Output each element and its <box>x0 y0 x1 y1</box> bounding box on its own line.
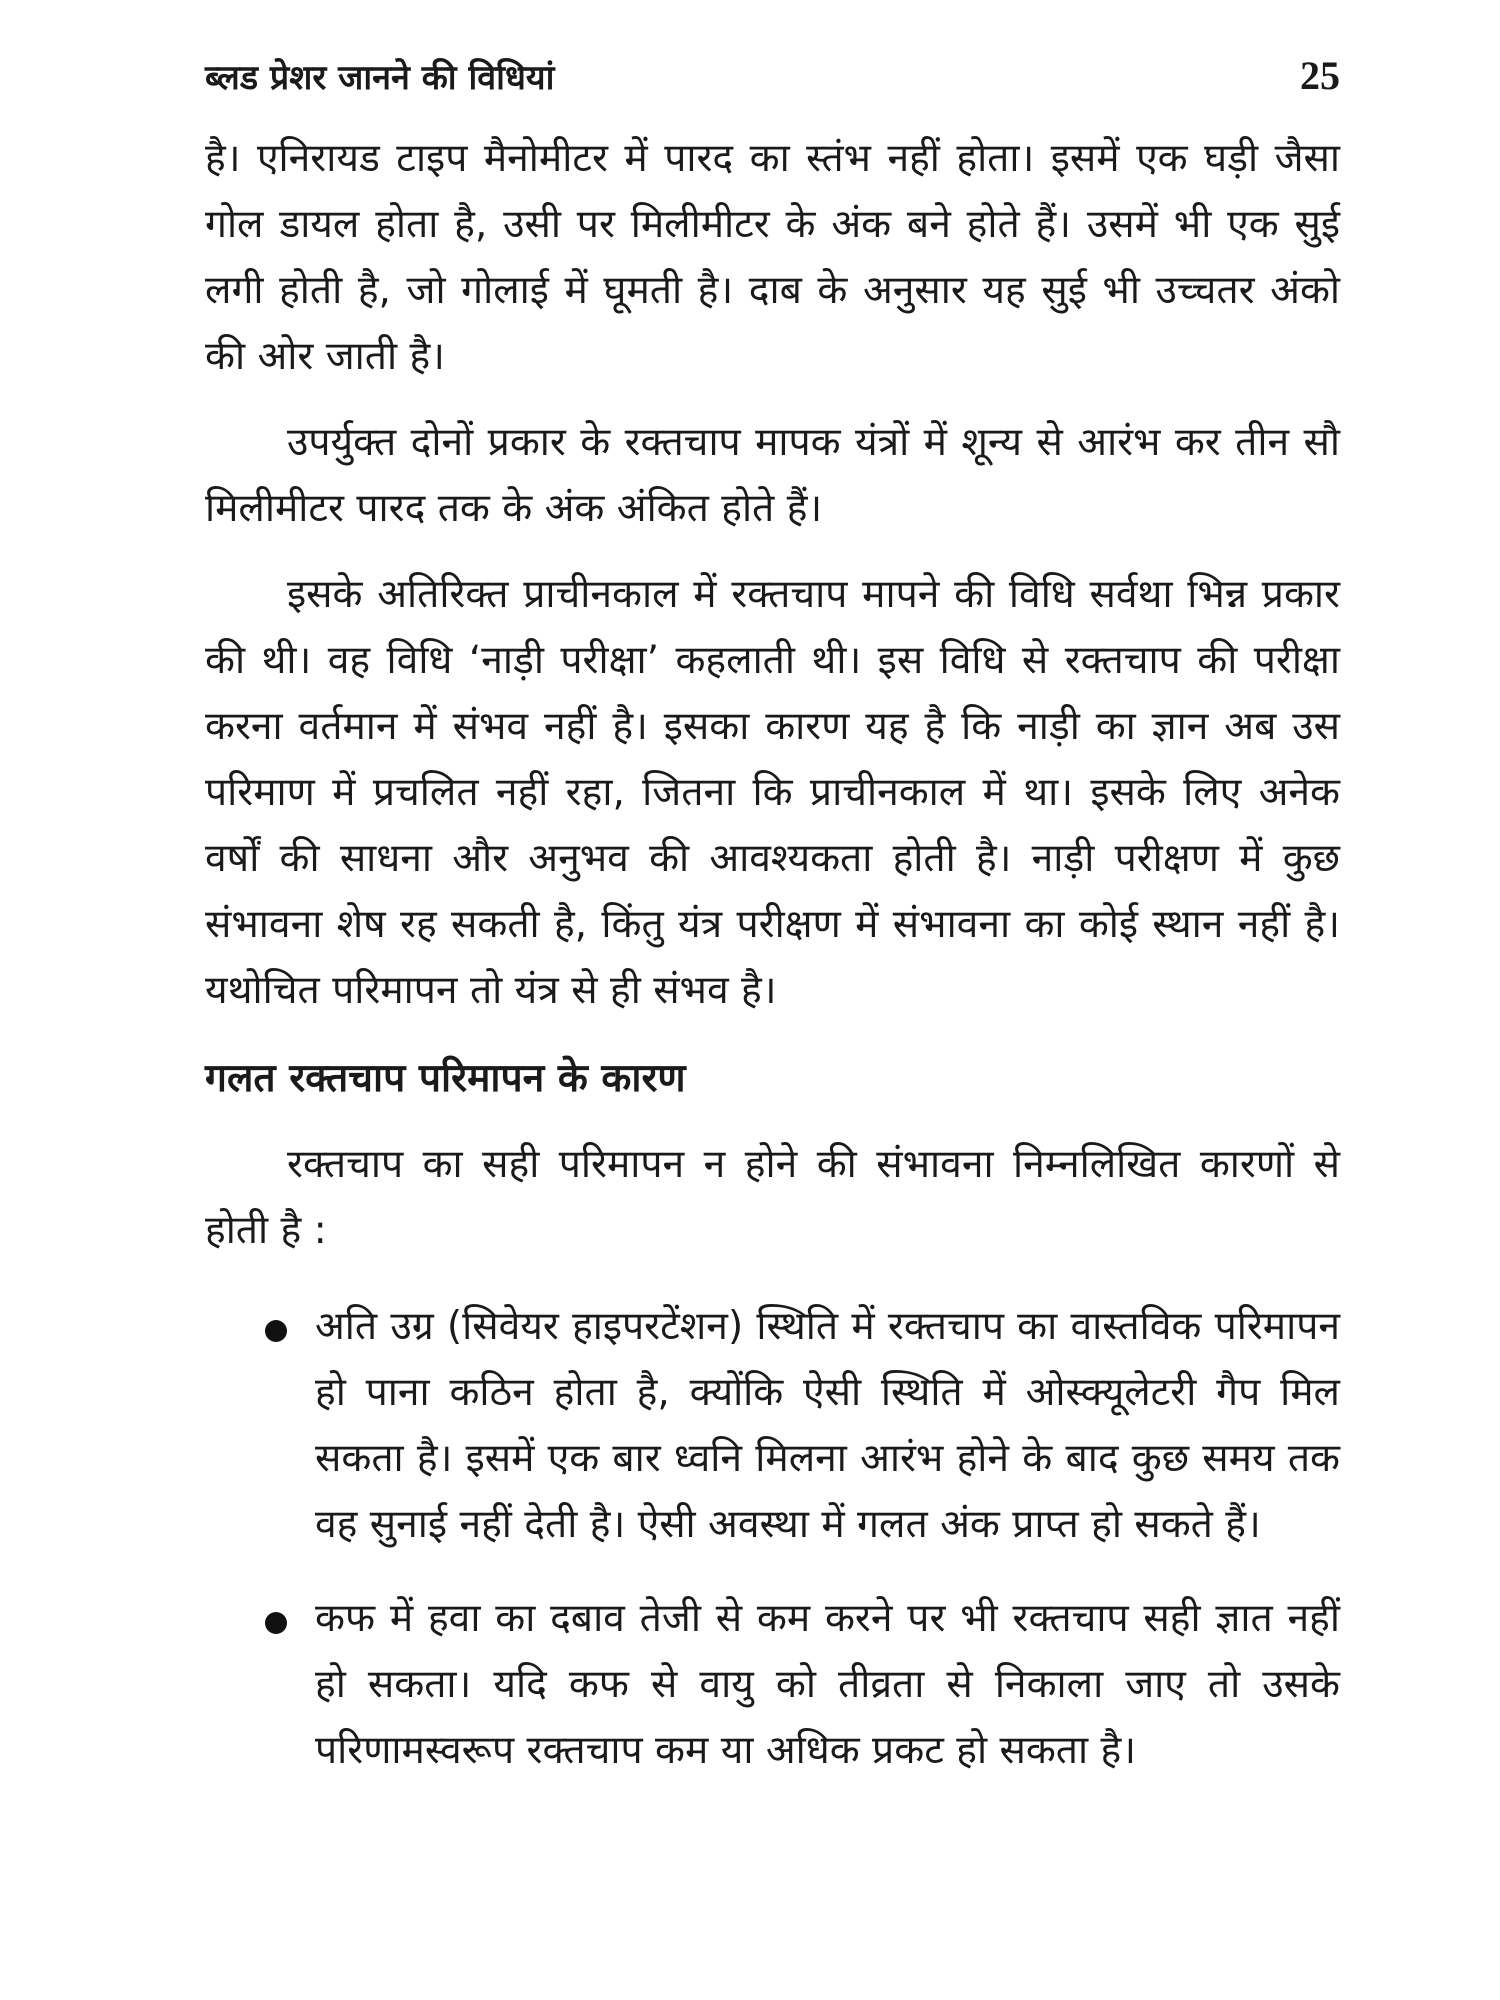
bullet-text: कफ में हवा का दबाव तेजी से कम करने पर भी रक्तचाप सही ज्ञात नहीं हो सकता। यदि कफ से वायु को तीव्रता से निकाला जाए तो उसके परिणामस्वरूप रक्तचाप कम या अधिक प्रकट हो सकता है। <box>315 1596 1340 1773</box>
paragraph-pulse-examination: इसके अतिरिक्त प्राचीनकाल में रक्तचाप मापने की विधि सर्वथा भिन्न प्रकार की थी। वह विधि ‘नाड़ी परीक्षा’ कहलाती थी। इस विधि से रक्तचाप की परीक्षा करना वर्तमान में संभव नहीं है। इसका कारण यह है कि नाड़ी का ज्ञान अब उस परिमाण में प्रचलित नहीं रहा, जितना कि प्राचीनकाल में था। इसके लिए अनेक वर्षों की साधना और अनुभव की आवश्यकता होती है। नाड़ी परीक्षण में कुछ संभावना शेष रह सकती है, किंतु यंत्र परीक्षण में संभावना का कोई स्थान नहीं है। यथोचित परिमापन तो यंत्र से ही संभव है। <box>205 572 1340 1013</box>
page-number: 25 <box>1300 53 1340 98</box>
running-header <box>205 52 1340 112</box>
section-intro: रक्तचाप का सही परिमापन न होने की संभावना निम्नलिखित कारणों से होती है : <box>205 1142 1340 1253</box>
book-page <box>205 52 1340 1812</box>
bullet-list <box>205 1294 1340 1784</box>
paragraph-continuation: है। एनिरायड टाइप मैनोमीटर में पारद का स्तंभ नहीं होता। इसमें एक घड़ी जैसा गोल डायल होता है, उसी पर मिलीमीटर के अंक बने होते हैं। उसमें भी एक सुई लगी होती है, जो गोलाई में घूमती है। दाब के अनुसार यह सुई भी उच्चतर अंको की ओर जाती है। <box>205 136 1340 379</box>
bullet-text: अति उग्र (सिवेयर हाइपरटेंशन) स्थिति में रक्तचाप का वास्तविक परिमापन हो पाना कठिन होता है, क्योंकि ऐसी स्थिति में ओस्क्यूलेटरी गैप मिल सकता है। इसमें एक बार ध्वनि मिलना आरंभ होने के बाद कुछ समय तक वह सुनाई नहीं देती है। ऐसी अवस्था में गलत अंक प्राप्त हो सकते हैं। <box>315 1304 1340 1547</box>
bullet-dot-icon <box>265 1320 287 1342</box>
bullet-dot-icon <box>265 1612 287 1634</box>
list-item <box>205 1586 1340 1784</box>
section-heading: गलत रक्तचाप परिमापन के कारण <box>205 1056 686 1101</box>
paragraph-instruments-range: उपर्युक्त दोनों प्रकार के रक्तचाप मापक यंत्रों में शून्य से आरंभ कर तीन सौ मिलीमीटर पारद तक के अंक अंकित होते हैं। <box>205 420 1340 531</box>
running-title: ब्लड प्रेशर जानने की विधियां <box>205 58 555 98</box>
list-item <box>205 1294 1340 1558</box>
